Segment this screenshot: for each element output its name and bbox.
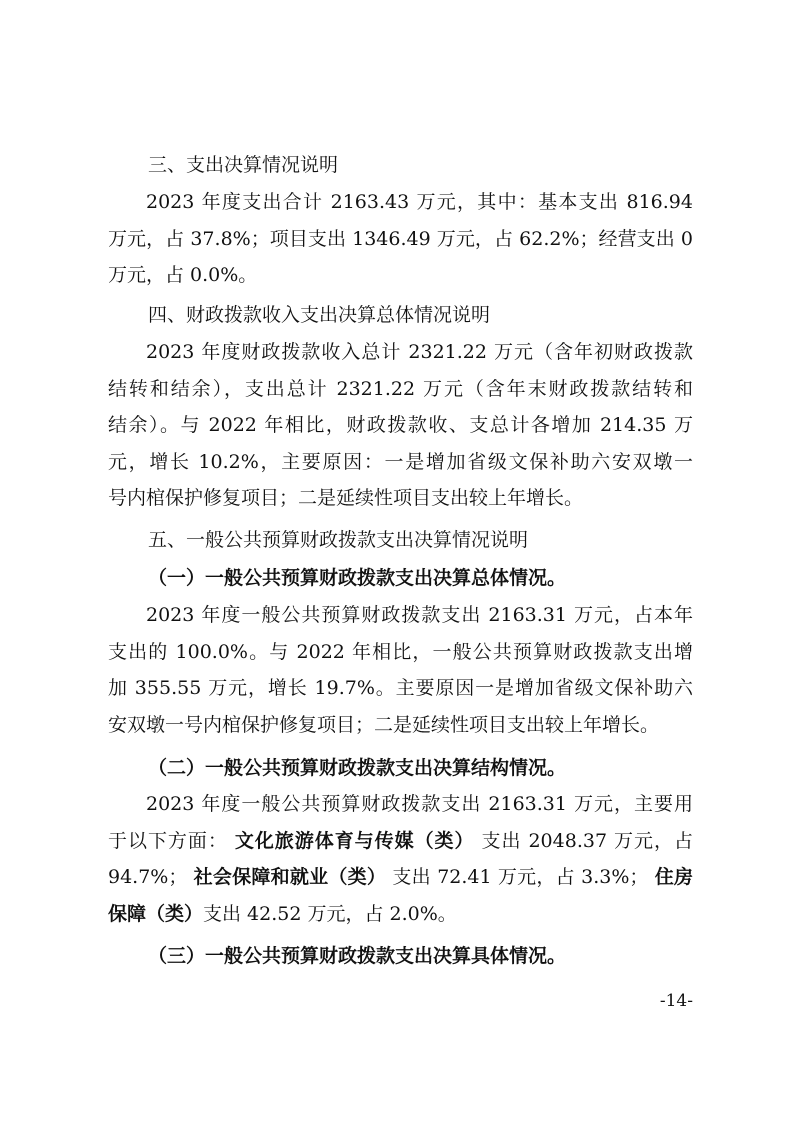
section-3-paragraph [108, 184, 693, 294]
paragraph-line: 万元，占 0.0%。 [108, 264, 258, 287]
paragraph-line: 结转和结余），支出总计 2321.22 万元（含年末财政拨款结转和 [108, 377, 693, 400]
text-run: 于以下方面： [108, 829, 228, 852]
paragraph-line: 安双墩一号内棺保护修复项目；二是延续性项目支出较上年增长。 [108, 713, 660, 736]
paragraph-line [108, 823, 693, 860]
subsection-2-heading: （二）一般公共预算财政拨款支出决算结构情况。 [148, 757, 567, 779]
section-4-heading: 四、财政拨款收入支出决算总体情况说明 [148, 304, 491, 326]
category-housing-part2: 保障（类） [108, 902, 204, 925]
paragraph-line: 2023 年度一般公共预算财政拨款支出 2163.31 万元，主要用 [146, 793, 693, 815]
subsection-1-paragraph [108, 597, 693, 743]
paragraph-line: 2023 年度支出合计 2163.43 万元，其中：基本支出 816.94 [146, 191, 693, 213]
text-run: 94.7%； [108, 866, 188, 889]
subsection-1-heading: （一）一般公共预算财政拨款支出决算总体情况。 [148, 567, 567, 589]
section-3-heading: 三、支出决算情况说明 [148, 154, 339, 176]
paragraph-line: 2023 年度财政拨款收入总计 2321.22 万元（含年初财政拨款 [146, 341, 693, 363]
text-run: 支出 2048.37 万元，占 [481, 829, 693, 852]
paragraph-line [108, 859, 693, 896]
paragraph-line: 万元，占 37.8%；项目支出 1346.49 万元，占 62.2%；经营支出 0 [108, 227, 693, 250]
category-culture-tourism: 文化旅游体育与传媒（类） [234, 829, 475, 852]
section-4-paragraph [108, 334, 693, 517]
paragraph-line [108, 896, 693, 933]
paragraph-line: 2023 年度一般公共预算财政拨款支出 2163.31 万元，占本年 [146, 604, 693, 626]
text-run: 支出 72.41 万元，占 3.3%； [392, 866, 649, 889]
section-5-heading: 五、一般公共预算财政拨款支出决算情况说明 [148, 529, 529, 551]
paragraph-line: 加 355.55 万元，增长 19.7%。主要原因一是增加省级文保补助六 [108, 677, 693, 700]
paragraph-line: 结余）。与 2022 年相比，财政拨款收、支总计各增加 214.35 万 [108, 414, 693, 437]
paragraph-line: 号内棺保护修复项目；二是延续性项目支出较上年增长。 [108, 487, 584, 510]
page-number: -14- [659, 991, 693, 1011]
subsection-2-paragraph [108, 786, 693, 932]
subsection-3-heading: （三）一般公共预算财政拨款支出决算具体情况。 [148, 945, 567, 967]
category-social-security: 社会保障和就业（类） [193, 866, 387, 889]
paragraph-line: 支出的 100.0%。与 2022 年相比，一般公共预算财政拨款支出增 [108, 640, 693, 663]
paragraph-line: 元，增长 10.2%，主要原因：一是增加省级文保补助六安双墩一 [108, 450, 693, 473]
text-run: 支出 42.52 万元，占 2.0%。 [203, 902, 457, 925]
category-housing-part1: 住房 [654, 866, 693, 889]
